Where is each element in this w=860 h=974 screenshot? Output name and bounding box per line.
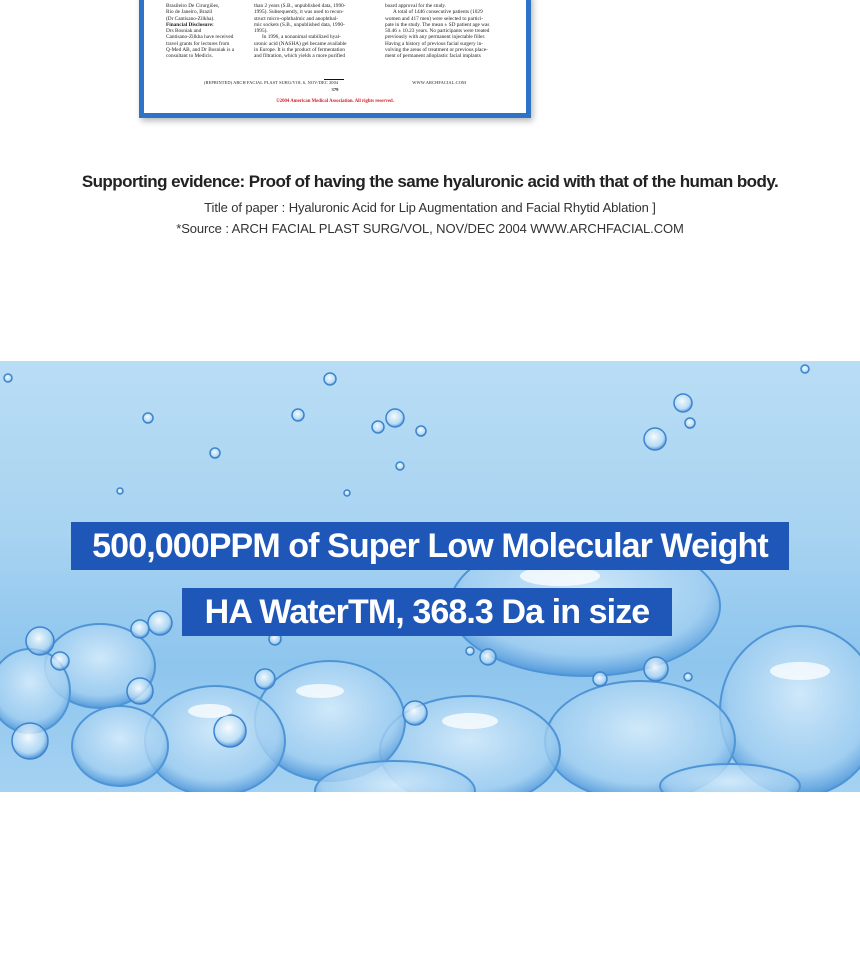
paper-text: consultant to Medicis.: [166, 53, 213, 60]
paper-text: Q-Med AB, and Dr Bosniak is a: [166, 47, 235, 54]
paper-title-line: Title of paper : Hyaluronic Acid for Lip Augmentation and Facial Rhytid Ablation ]: [204, 200, 656, 215]
paper-column-2: [254, 3, 379, 60]
paper-text: board approval for the study.: [385, 3, 446, 9]
paper-text: struct micro-ophthalmic and anophthal-: [254, 15, 338, 22]
paper-text: 50.46 ± 10.23 years. No participants were treated: [385, 28, 490, 35]
paper-text: A total of 1446 consecutive patients (1029: [393, 9, 483, 16]
paper-text: Having a history of previous facial surgery in-: [385, 40, 484, 47]
paper-text: than 2 years (S.B., unpublished data, 1990-: [254, 3, 346, 9]
paper-text: Drs Bosniak and: [166, 28, 202, 35]
paper-text: mic sockets (S.B., unpublished data, 1990-: [254, 21, 345, 28]
paper-column-3: [385, 3, 513, 60]
headline-line-2: HA WaterTM, 368.3 Da in size: [182, 588, 672, 636]
paper-text: 1995). Subsequently, it was used to recon-: [254, 9, 344, 16]
paper-text: Cantisano-Zilkha have received: [166, 34, 234, 41]
paper-text: travel grants for lectures from: [166, 40, 230, 47]
paper-text: in Europe. It is the product of fermentation: [254, 47, 345, 54]
paper-text: pate in the study. The mean ± SD patient age was: [385, 21, 490, 28]
paper-text: In 1996, a nonanimal stabilized hyal-: [262, 34, 341, 41]
source-line: *Source : ARCH FACIAL PLAST SURG/VOL, NOV/DEC 2004 WWW.ARCHFACIAL.COM: [176, 221, 684, 236]
paper-column-1: [166, 3, 256, 60]
paper-text: (Dr Cantisano-Zilkha).: [166, 15, 215, 22]
paper-footer-url: WWW.ARCHFACIAL.COM: [412, 80, 466, 85]
paper-text: Brasileiro De Cirurgiões,: [166, 3, 220, 9]
paper-text: volving the areas of treatment or previous place-: [385, 47, 488, 54]
paper-text: ment of permanent alloplastic facial implants: [385, 53, 481, 60]
water-bubble-banner: [0, 361, 860, 792]
headline-line-1: 500,000PPM of Super Low Molecular Weight: [71, 522, 789, 570]
evidence-title: Supporting evidence: Proof of having the same hyaluronic acid with that of the human body.: [81, 172, 779, 191]
paper-text: previously with any permanent injectable filler.: [385, 34, 486, 41]
paper-text: and filtration, which yields a more purified: [254, 53, 346, 60]
paper-text: 1995).: [254, 28, 268, 35]
bubble-illustration: [0, 361, 860, 792]
paper-text: Financial Disclosure:: [166, 21, 214, 28]
research-paper-excerpt: [139, 0, 531, 118]
paper-copyright: ©2004 American Medical Association. All rights reserved.: [276, 99, 394, 104]
paper-text: uronic acid (NASHA) gel became available: [254, 40, 347, 47]
paper-text: Rio de Janeiro, Brazil: [166, 9, 213, 16]
paper-page-number: 379: [331, 87, 339, 92]
paper-footer-journal: (REPRINTED) ARCH FACIAL PLAST SURG/VOL 6, NOV/DEC 2004: [204, 80, 339, 85]
paper-text: women and 417 men) were selected to partici-: [385, 15, 484, 22]
paper-footer: [204, 80, 466, 85]
